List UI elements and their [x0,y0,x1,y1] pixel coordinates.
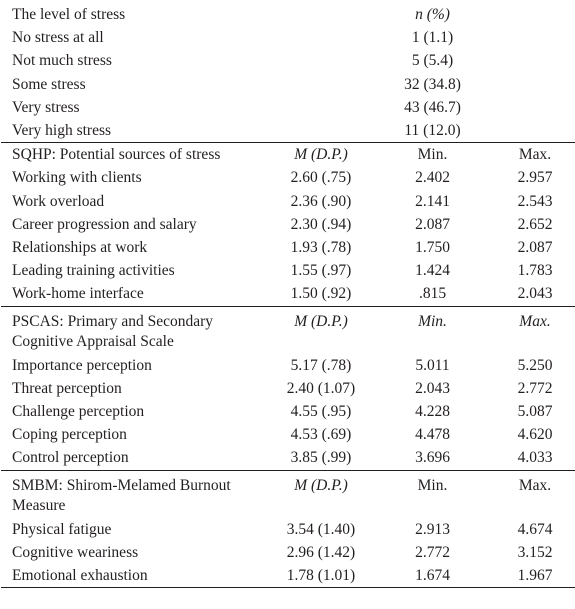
max-value: 2.543 [517,192,553,210]
row-label: Not much stress [12,52,112,70]
smbm-header-line2: Measure [12,496,66,514]
table-row [1,423,575,446]
mean-sd-value: 2.40 (1.07) [286,379,356,397]
max-value: 1.967 [485,564,575,588]
max-value: 2.772 [517,379,553,397]
row-label: Very high stress [12,122,112,140]
table-row [1,166,575,189]
row-label: Leading training activities [12,262,175,280]
min-value: 2.043 [415,379,450,397]
max-header: Max. [485,470,575,518]
n-percent-value: 5 (5.4) [411,52,454,70]
mean-sd-value: 5.17 (.78) [290,356,352,374]
max-header: Max. [485,306,575,354]
mean-sd-header: M (D.P.) [262,470,380,518]
min-value: 2.087 [415,215,450,233]
row-label: Emotional exhaustion [1,564,262,588]
max-value: 5.250 [517,356,553,374]
smbm-header-line1: SMBM: Shirom-Melamed Burnout [12,476,231,494]
min-value: 5.011 [415,356,450,374]
table-row [1,354,575,377]
table-row [1,26,575,49]
table-row [1,119,575,143]
min-value: 3.696 [415,449,450,467]
min-value: 2.141 [415,192,450,210]
row-label: Control perception [12,449,129,467]
max-value: 1.783 [517,262,553,280]
table-row [1,377,575,400]
max-value: 4.620 [517,426,553,444]
row-label: Cognitive weariness [12,543,139,561]
mean-sd-value: 2.30 (.94) [290,215,352,233]
mean-sd-value: 1.78 (1.01) [262,564,380,588]
table-row [1,213,575,236]
min-header: Min. [380,143,485,167]
mean-sd-header: M (D.P.) [262,306,380,354]
smbm-header-row [1,470,575,518]
min-value: 4.478 [415,426,450,444]
mean-sd-header: M (D.P.) [262,143,380,167]
row-label: Work overload [12,192,105,210]
row-label: Challenge perception [12,403,145,421]
mean-sd-value: 1.50 (.92) [290,285,352,303]
mean-sd-value: 2.96 (1.42) [286,543,356,561]
n-percent-value: 32 (34.8) [404,75,461,93]
max-value: 2.043 [517,285,553,303]
table-row [1,73,575,96]
min-value: 4.228 [415,403,450,421]
table-row [1,518,575,541]
mean-sd-value: 1.55 (.97) [290,262,352,280]
mean-sd-value: 2.60 (.75) [290,169,352,187]
mean-sd-value: 3.85 (.99) [290,449,352,467]
pscas-header-line1: PSCAS: Primary and Secondary [12,312,214,330]
table-row [1,541,575,564]
max-value: 4.674 [517,520,553,538]
smbm-header-label [1,470,262,518]
row-label: Threat perception [12,379,122,397]
mean-sd-value: 4.53 (.69) [290,426,352,444]
mean-sd-value: 2.36 (.90) [290,192,352,210]
row-label: Career progression and salary [12,215,197,233]
sqhp-header-row [1,143,575,167]
max-value: 4.033 [517,449,553,467]
stress-results-table [1,0,575,588]
row-label: Work-home interface [12,285,144,303]
row-label: Working with clients [12,169,142,187]
min-value: 2.772 [415,543,450,561]
table-row [1,400,575,423]
pscas-header-row [1,306,575,354]
min-value: .815 [418,285,447,303]
min-header: Min. [380,470,485,518]
min-value: 2.402 [415,169,450,187]
min-value: 1.750 [415,239,450,257]
row-label: Coping perception [12,426,127,444]
table-row [1,259,575,282]
max-value: 2.957 [517,169,553,187]
max-value: 5.087 [517,403,553,421]
n-percent-value: 11 (12.0) [404,122,461,140]
mean-sd-value: 1.93 (.78) [290,239,352,257]
min-header: Min. [380,306,485,354]
table-row [1,190,575,213]
min-value: 1.424 [415,262,450,280]
sqhp-header-label: SQHP: Potential sources of stress [1,143,262,167]
row-label: Some stress [12,75,86,93]
pscas-header-label [1,306,262,354]
table-row [1,236,575,259]
table-row [1,282,575,306]
max-value: 2.087 [517,239,553,257]
min-value: 2.913 [415,520,450,538]
max-header: Max. [485,143,575,167]
row-label: Physical fatigue [12,520,112,538]
table-row [1,446,575,470]
table-row [1,49,575,72]
row-label: Very stress [12,98,80,116]
table-row [1,96,575,119]
max-value: 2.652 [517,215,553,233]
stress-level-header-row [1,0,575,26]
table-row [1,564,575,588]
n-percent-header: n (%) [415,6,450,23]
max-value: 3.152 [517,543,553,561]
n-percent-value: 43 (46.7) [404,98,461,116]
min-value: 1.674 [380,564,485,588]
row-label: No stress at all [12,29,104,47]
mean-sd-value: 3.54 (1.40) [286,520,356,538]
mean-sd-value: 4.55 (.95) [290,403,352,421]
pscas-header-line2: Cognitive Appraisal Scale [12,332,174,350]
row-label: Importance perception [12,356,152,374]
n-percent-value: 1 (1.1) [411,29,454,47]
stress-level-header-label: The level of stress [12,6,126,23]
row-label: Relationships at work [12,239,148,257]
